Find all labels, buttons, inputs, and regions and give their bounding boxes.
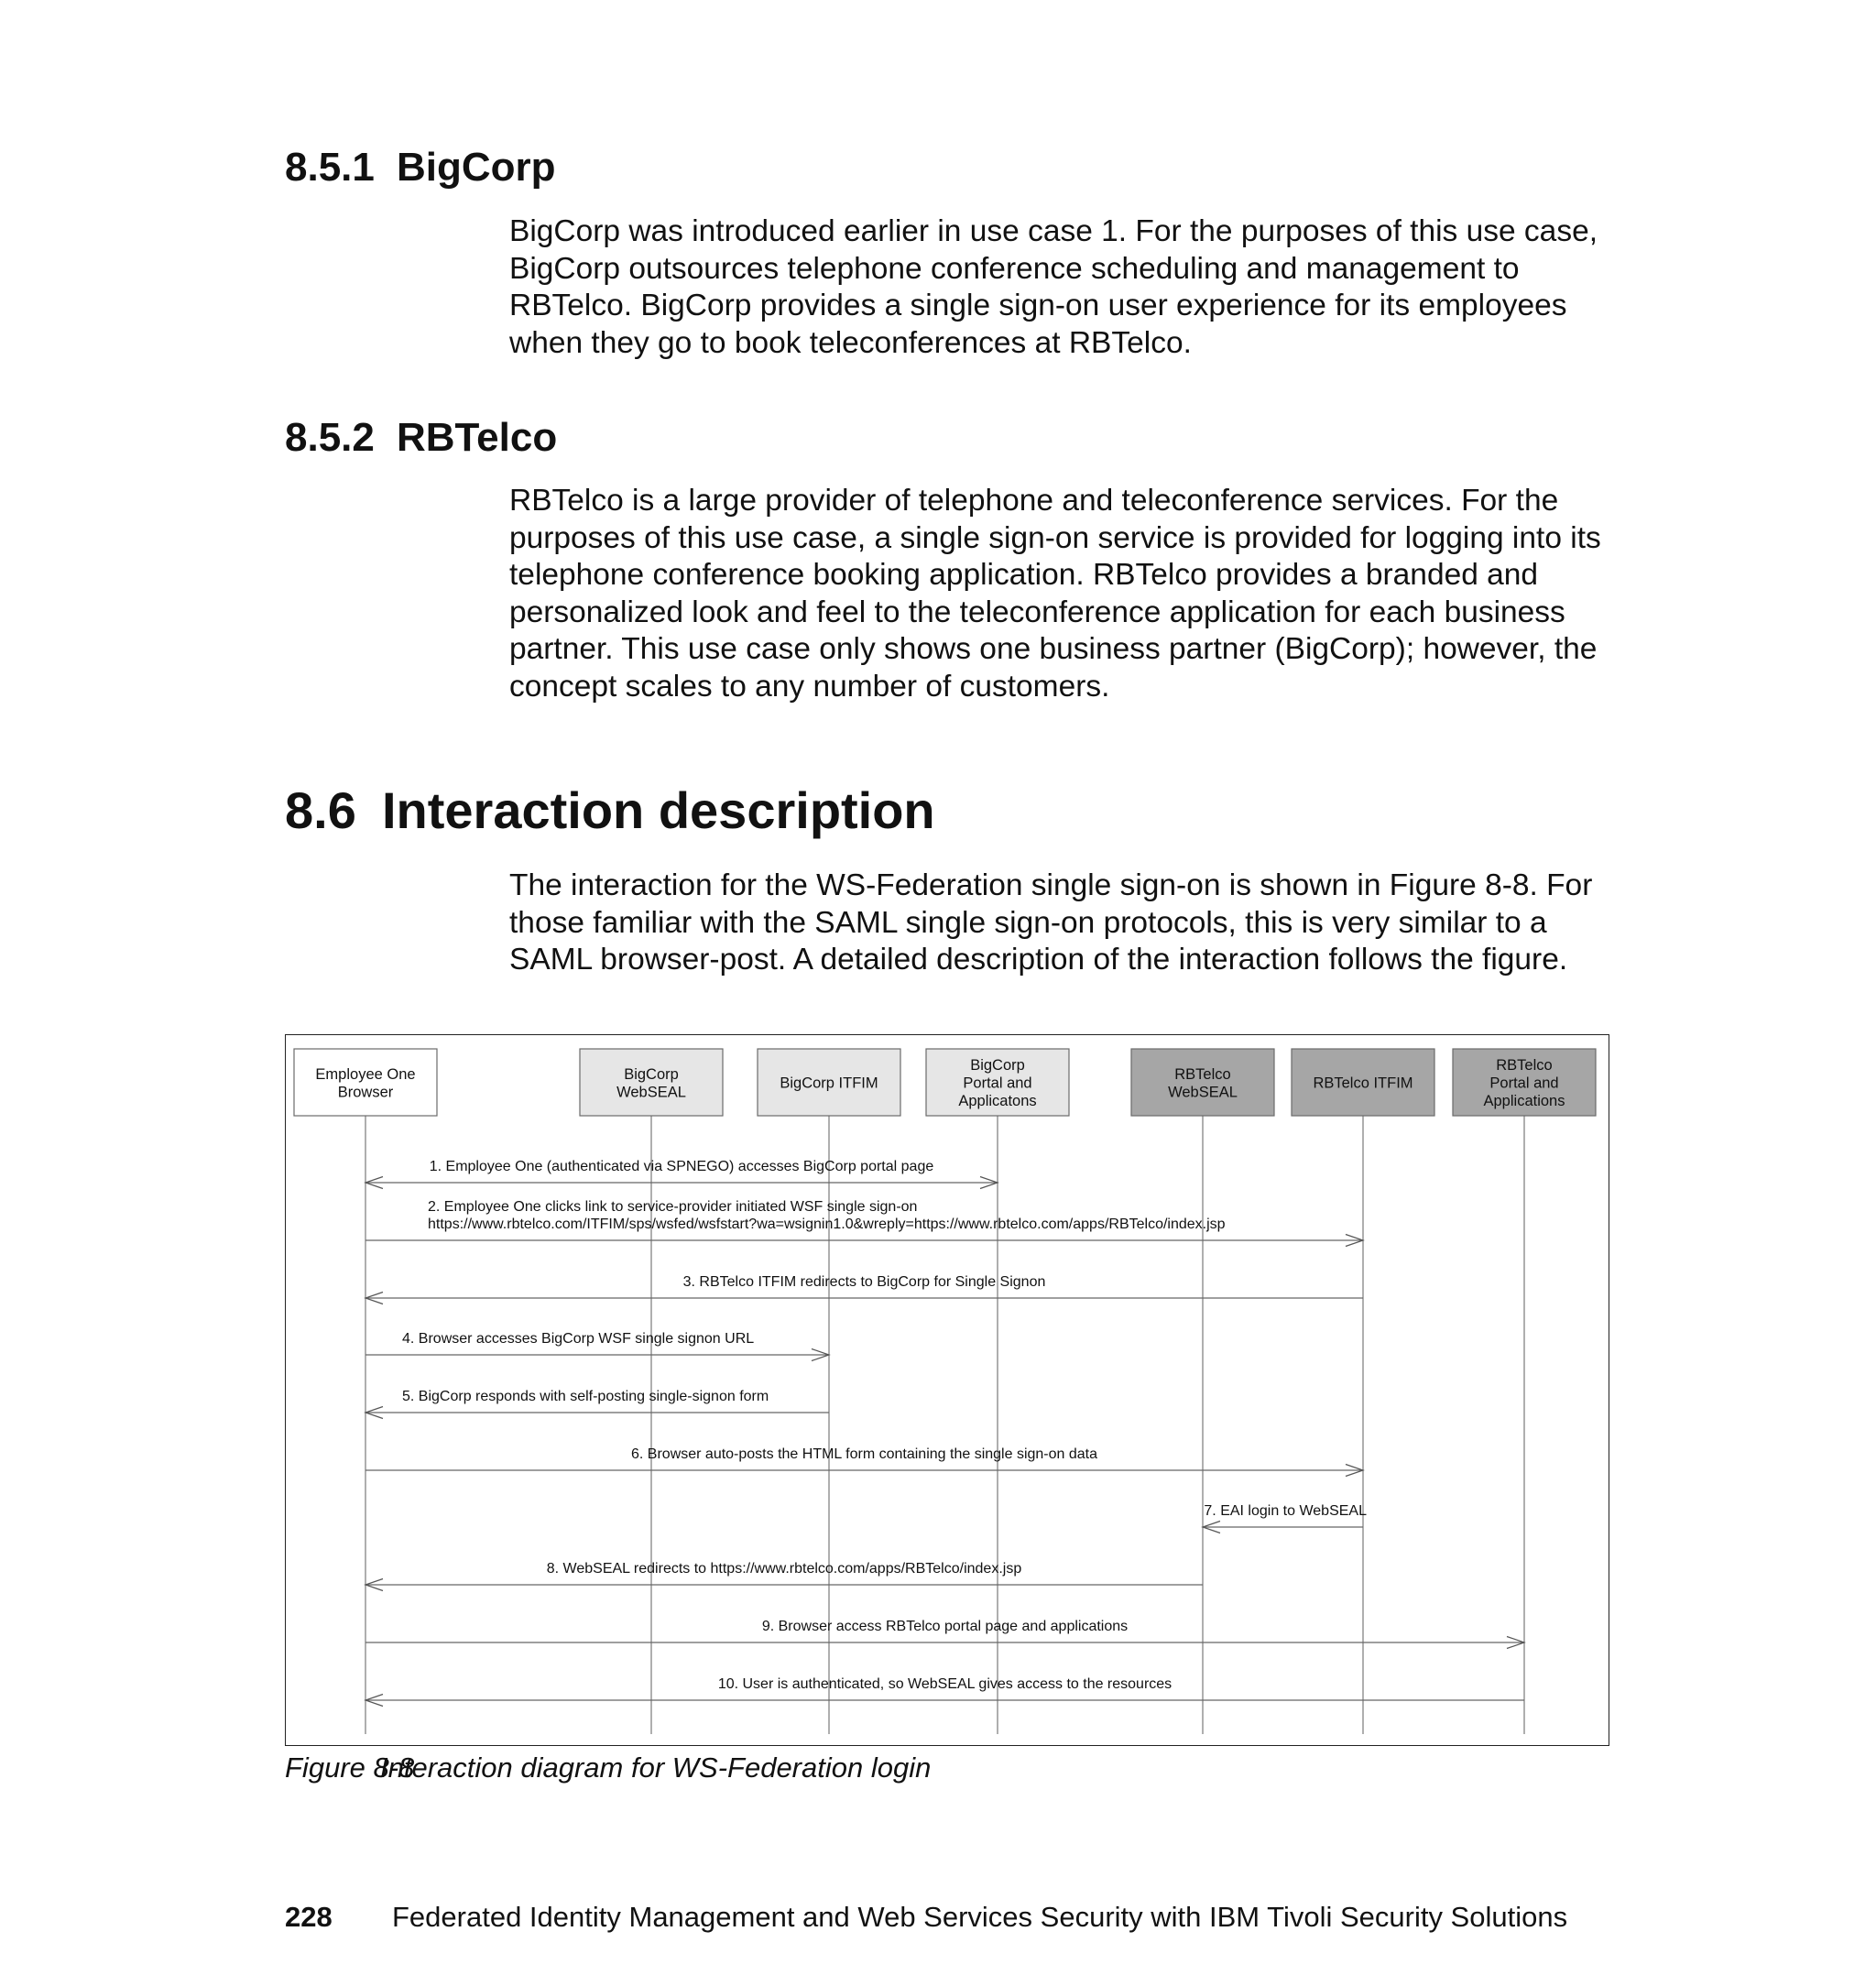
book-title: Federated Identity Management and Web Services Security with IBM Tivoli Security Solutions	[392, 1901, 1568, 1933]
message-label: 3. RBTelco ITFIM redirects to BigCorp for Single Signon	[682, 1274, 1046, 1290]
message-label: 1. Employee One (authenticated via SPNEGO) accesses BigCorp portal page	[429, 1159, 934, 1174]
caption-text: Interaction diagram for WS-Federation login	[380, 1751, 932, 1784]
section-number: 8.6	[285, 781, 356, 839]
text-line: those familiar with the SAML single sign-on protocols, this is very similar to a	[509, 905, 1547, 940]
participant-label: WebSEAL	[1168, 1084, 1238, 1101]
text-line: BigCorp was introduced earlier in use case 1. For the purposes of this use case,	[509, 214, 1598, 248]
participant-label: Browser	[337, 1084, 394, 1101]
caption-label: Figure 8-8	[285, 1751, 415, 1784]
message-label: 10. User is authenticated, so WebSEAL gives access to the resources	[717, 1676, 1172, 1692]
participant-label: RBTelco	[1174, 1065, 1231, 1083]
section-title: BigCorp	[397, 145, 556, 190]
text-line: SAML browser-post. A detailed description of the interaction follows the figure.	[509, 943, 1568, 977]
participant-label: RBTelco ITFIM	[1313, 1075, 1413, 1092]
section-title: Interaction description	[382, 781, 935, 839]
message-label: 5. BigCorp responds with self-posting single-signon form	[402, 1389, 769, 1404]
message-label: 2. Employee One clicks link to service-provider initiated WSF single sign-on	[428, 1199, 918, 1215]
text-line: BigCorp outsources telephone conference scheduling and management to	[509, 251, 1520, 286]
participant-label: RBTelco	[1496, 1057, 1553, 1074]
text-line: The interaction for the WS-Federation single sign-on is shown in Figure 8-8. For	[509, 868, 1593, 902]
participant-label: BigCorp	[624, 1065, 679, 1083]
message-label: 8. WebSEAL redirects to https://www.rbtelco.com/apps/RBTelco/index.jsp	[546, 1561, 1022, 1577]
message-label: 6. Browser auto-posts the HTML form containing the single sign-on data	[631, 1446, 1097, 1462]
participant-label: Applications	[1483, 1093, 1565, 1109]
participant-label: Applicatons	[958, 1093, 1037, 1109]
message-label: 9. Browser access RBTelco portal page and applications	[761, 1619, 1129, 1634]
text-line: RBTelco. BigCorp provides a single sign-on user experience for its employees	[509, 289, 1567, 322]
text-line: purposes of this use case, a single sign-on service is provided for logging into its	[509, 520, 1601, 555]
participant-label: Portal and	[963, 1075, 1032, 1092]
participant-label: BigCorp ITFIM	[780, 1075, 878, 1092]
participant-label: WebSEAL	[616, 1084, 686, 1101]
figure-caption	[285, 1751, 931, 1785]
section-number: 8.5.1	[285, 145, 375, 190]
text-line: concept scales to any number of customers.	[509, 669, 1110, 704]
text-line: partner. This use case only shows one business partner (BigCorp); however, the	[509, 632, 1598, 666]
message-label: https://www.rbtelco.com/ITFIM/sps/wsfed/wsfstart?wa=wsignin1.0&wreply=https://www.rbtelco.com/apps/RBTelco/index.jsp	[428, 1217, 1226, 1232]
message-label: 7. EAI login to WebSEAL	[1204, 1503, 1367, 1519]
section-number: 8.5.2	[285, 415, 375, 460]
participant-label: Employee One	[315, 1065, 416, 1083]
page-number: 228	[285, 1901, 333, 1933]
text-line: RBTelco is a large provider of telephone and teleconference services. For the	[509, 484, 1559, 518]
participant-label: BigCorp	[970, 1057, 1025, 1074]
text-line: personalized look and feel to the teleconference application for each business	[509, 595, 1565, 629]
text-line: when they go to book teleconferences at RBTelco.	[509, 325, 1192, 360]
section-title: RBTelco	[397, 415, 558, 460]
page-footer	[285, 1900, 1567, 1935]
participant-label: Portal and	[1489, 1075, 1559, 1092]
text-line: telephone conference booking application. RBTelco provides a branded and	[509, 558, 1539, 592]
message-label: 4. Browser accesses BigCorp WSF single signon URL	[402, 1331, 755, 1347]
